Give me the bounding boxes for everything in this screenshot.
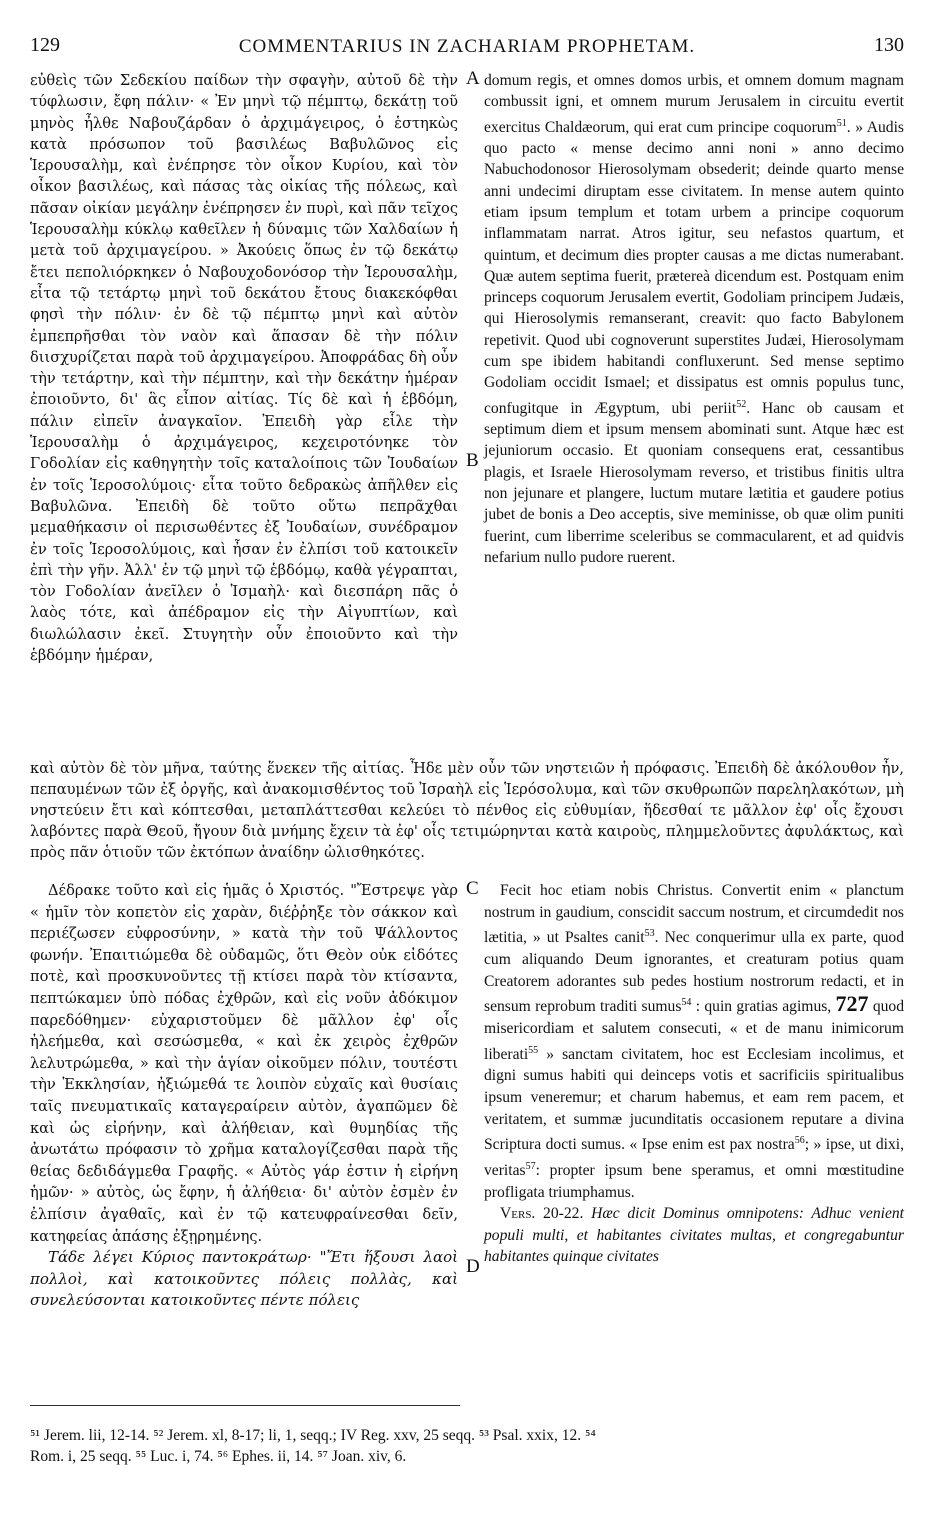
page-header: [30, 34, 904, 64]
latin-text-c-part5: » sanctam civitatem, hoc est Ecclesiam incolimus, et digni sumus habiti qui deinceps votis et sacrificiis spiritualibus ipsum veneremur; et charum habemus, et eam rem pacem, et veritatem, et summæ jucunditatis occasionem reputare a divina Scriptura docti sumus. « Ipse enim est pax nostra: [484, 1045, 904, 1154]
latin-column-section-c: [484, 880, 904, 1268]
running-title: COMMENTARIUS IN ZACHARIAM PROPHETAM.: [238, 36, 696, 57]
latin-text-c-part7: : propter ipsum bene speramus, et omni mœstitudine profligata triumphamus.: [484, 1162, 904, 1201]
latin-text-c-part3: : quin gratias agimus,: [695, 998, 832, 1016]
latin-verse-text: Hæc dicit Dominus omnipotens: Adhuc venient populi multi, et habitantes civitates multas, et congregabuntur habitantes quinque civitates: [484, 1205, 904, 1266]
latin-text-a: [484, 70, 904, 568]
latin-text-c: [484, 880, 904, 1203]
footnote-line-1: ⁵¹ Jerem. lii, 12-14. ⁵² Jerem. xl, 8-17; li, 1, seqq.; IV Reg. xxv, 25 seqq. ⁵³ Psal. xxix, 12. ⁵⁴: [30, 1427, 596, 1444]
footnote-ref-56: 56: [794, 1135, 805, 1147]
latin-text-c-part1: Fecit hoc etiam nobis Christus. Convertit enim « planctum nostrum in gaudium, conscidit saccum nostrum, et circumdedit nos lætitia, » ut Psaltes canit: [484, 882, 904, 947]
footnote-ref-52: 52: [736, 398, 747, 410]
footnote-line-2: Rom. i, 25 seqq. ⁵⁵ Luc. i, 74. ⁵⁶ Ephes. ii, 14. ⁵⁷ Joan. xiv, 6.: [30, 1448, 407, 1465]
greek-verse-text: Τάδε λέγει Κύριος παντοκράτωρ· "Ἔτι ἥξουσι λαοὶ πολλοὶ, καὶ κατοικοῦντες πόλεις πολλὰς, καὶ συνελεύσονται κατοικοῦντες πέντε πόλεις: [30, 1248, 458, 1310]
latin-column-section-a: [484, 70, 904, 568]
margin-letter-a: A: [466, 68, 480, 89]
greek-text-c: Δέδρακε τοῦτο καὶ εἰς ἡμᾶς ὁ Χριστός. "Ἔστρεψε γὰρ « ἡμῖν τὸν κοπετὸν εἰς χαρὰν, διέῤῥηξε τὸν σάκκον καὶ περιέζωσεν εὐφροσύνην, » κατὰ τὴν τοῦ Ψάλλοντος φωνήν. Ἐπαιτιώμεθα δὲ οὐδαμῶς, ὅτι Θεὸν οὐκ εἰδότες ποτὲ, καὶ προσκυνοῦντες τῇ κτίσει παρὰ τὸν κτίσαντα, πεπτώκαμεν ὑπὸ πόδας ἐχθρῶν, καὶ εἰς νοῦν ἀδόκιμον παρεδόθημεν· εὐχαριστοῦμεν δὲ μᾶλλον ἐφ' οἷς ἠλεήμεθα, καὶ σεσώσμεθα, « καὶ ἐκ χειρὸς ἐχθρῶν λελυτρώμεθα, » καὶ τὴν ἁγίαν οἰκοῦμεν πόλιν, τουτέστι τὴν Ἐκκλησίαν, ἠξιώμεθά τε λοιπὸν εὐχαῖς καὶ θυσίαις ταῖς πνευματικαῖς καταγεραίρειν αὐτὸν, ἀγαπῶμεν δὲ καὶ ὡς εἰρήνην, καὶ ἀλήθειαν, καὶ θυμηδίας τῆς ἀνωτάτω πρόφασιν τὸ χρῆμα καταλογίζεσθαι παρὰ τῆς θείας δεδιδάγμεθα Γραφῆς. « Αὐτὸς γάρ ἐστιν ἡ εἰρήνη ἡμῶν· » αὐτὸς, ὡς ἔφην, ἡ ἀλήθεια· δι' αὐτὸν ἐσμὲν ἐν ἐλπίσιν ἀγαθαῖς, καὶ ἐν τῷ κατευφραίνεσθαι δεῖν, κατηφείας ἁπάσης ἐξῃρημένης.: [30, 882, 458, 1245]
greek-column-section-c: [30, 880, 458, 1312]
latin-text-a-part2: . » Audis quo pacto « mense decimo anni noni » anno decimo Nabuchodonosor Hierosolymam obsederit; deinde quarto mense anni undecimi diruptam esse civitatem. In mense autem quinto etiam ipsum templum et totam urbem a principe coquorum inflammatam narrat. Atros igitur, seu nefastos quartum, et quintum, et decimum dies propter causas a me dictas numerabant. Quæ autem septima fuerit, prætereà dicendum est. Postquam enim princeps coquorum Jerusalem evertit, Godoliam principem Judæis, qui Hierosolymis remanserant, creavit: quo facto Babylonem repetivit. Quod ubi cognoverunt superstites Judæi, Hierosolymam cum spe ibidem habitandi confluxerunt. Sed mense septimo Godoliam occidit Ismael; et dissipatus est omnis populus tunc, confugitque in Ægyptum, ubi periit: [484, 118, 904, 417]
column-number-727: 727: [835, 991, 869, 1017]
latin-text-a-part3: . Hanc ob causam et septimum diem et ipsum mensem abominati sunt. Atque hæc est jejuniorum occasio. Et quoniam consequens erat, cessantibus plagis, et Israele Hierosolymam reverso, et tristibus finitis ultra non jejunare et plangere, luctum mutare lætitia et gaudere potius jubet de bonis a Deo acceptis, sive meminisse, ob quæ olim puniti fuerint, cum liberrime sceleribus se commacularent, et ad quidvis nefarium nullo pudore ruerent.: [484, 399, 905, 566]
margin-letter-d: D: [466, 1256, 480, 1277]
footnote-rule: [30, 1405, 460, 1406]
margin-letter-b: B: [466, 450, 479, 471]
greek-full-width-paragraph: καὶ αὐτὸν δὲ τὸν μῆνα, ταύτης ἕνεκεν τῆς αἰτίας. Ἦδε μὲν οὖν τῶν νηστειῶν ἡ πρόφασις. Ἐπειδὴ δὲ ἀκόλουθον ἦν, πεπαυμένων τῶν ἐξ ὀργῆς, καὶ ἀνακομισθέντος τοῦ Ἰσραὴλ εἰς Ἱερόσολυμα, καὶ τῶν σκυθρωπῶν παρεληλακότων, μὴ νηστεύειν ἔτι καὶ κόπτεσθαι, μεταπλάττεσθαι κελεύει τὸ πένθος εἰς εὐθυμίαν, ἥδεσθαί τε μᾶλλον ἐφ' οἷς ἔχουσι λαβόντες παρὰ Θεοῦ, ἤγουν διὰ μνήμης ἔχειν τὰ ἐφ' οἷς τετιμώρηνται κατὰ καιροὺς, πλημμελοῦντες ἀφυλάκτως, καὶ πρὸς πᾶν ὁτιοῦν τῶν ἐκτόπων ἀναίδην ὠλισθηκότες.: [30, 760, 904, 861]
page-number-right: 130: [874, 34, 904, 56]
verse-label: Vers. 20-22.: [500, 1205, 584, 1223]
latin-text-c-part2: . Nec conquerimur ulla ex parte, quod cum aliquando Deum ignorantes, et creaturam potius quam Creatorem adorantes sub pedes hostium nostrorum redacti, et in sensum reprobum traditi sumus: [484, 929, 905, 1016]
margin-letter-c: C: [466, 878, 479, 899]
greek-text-a: εὐθεὶς τῶν Σεδεκίου παίδων τὴν σφαγὴν, αὐτοῦ δὲ τὴν τύφλωσιν, ἔφη πάλιν· « Ἐν μηνὶ τῷ πέμπτῳ, δεκάτῃ τοῦ μηνὸς ἦλθε Ναβουζάρδαν ὁ ἀρχιμάγειρος, ὁ ἑστηκὼς κατὰ πρόσωπον τοῦ βασιλέως Βαβυλῶνος εἰς Ἱερουσαλὴμ, καὶ ἐνέπρησε τὸν οἶκον Κυρίου, καὶ τὸν οἶκον βασιλέως, καὶ πάσας τὰς οἰκίας τῆς πόλεως, καὶ πᾶσαν οἰκίαν μεγάλην ἐνέπρησεν ἐν πυρὶ, καὶ πᾶν τεῖχος Ἱερουσαλὴμ κύκλῳ καθεῖλεν ἡ δύναμις τῶν Χαλδαίων ἡ μετὰ τοῦ ἀρχιμαγείρου. » Ἀκούεις ὅπως ἐν τῷ δεκάτῳ ἔτει πεπολιόρκηκεν ὁ Ναβουχοδονόσορ τὴν Ἱερουσαλὴμ, εἶτα τῷ τετάρτῳ μηνὶ τοῦ δεκάτου ἔτους διακεκόφθαι φησὶ τὴν πόλιν· ἐν δὲ τῷ πέμπτῳ μηνὶ καὶ αὐτὸν ἐμπεπρῆσθαι τὸν ναὸν καὶ ἅπασαν δὲ τὴν πόλιν διισχυρίζεται παρὰ τοῦ ἀρχιμαγείρου. Ἀποφράδας δὴ οὖν τὴν τετάρτην, καὶ τὴν πέμπτην, καὶ τὴν δεκάτην ἡμέραν ἐποιοῦντο, δι' ἃς εἶπον αἰτίας. Τίς δὲ καὶ ἡ ἑβδόμη, πάλιν εἰπεῖν ἀναγκαῖον. Ἐπειδὴ γὰρ εἷλε τὴν Ἱερουσαλὴμ ὁ ἀρχιμάγειρος, κεχειροτόνηκε τὸν Γοδολίαν εἰς καθηγητὴν τοῖς καταλοίποις τῶν Ἰουδαίων ἐν τοῖς Ἱεροσολύμοις· εἶτα τοῦτο δεδρακὼς ἀπῆλθεν εἰς Βαβυλῶνα. Ἐπειδὴ δὲ τοῦτο οὕτω πεπρᾶχθαι μεμαθήκασιν οἱ περισωθέντες ἐξ Ἰουδαίων, συνέδραμον ἐν τοῖς Ἱεροσολύμοις, καὶ ἦσαν ἐν ἐλπίσι τοῦ κατοικεῖν ἐπὶ τὴν γῆν. Ἀλλ' ἐν τῷ μηνὶ τῷ ἑβδόμῳ, καθὰ γέγραπται, τὸν Γοδολίαν ἀνεῖλεν ὁ Ἰσμαὴλ· καὶ διεσπάρη πᾶς ὁ λαὸς τότε, καὶ ἀπέδραμον εἰς τὴν Αἰγυπτίων, καὶ διωλώλασιν ἐκεῖ. Στυγητὴν οὖν ἐποιοῦντο καὶ τὴν ἑβδόμην ἡμέραν,: [30, 72, 458, 665]
page-number-left: 129: [30, 34, 60, 56]
latin-verse-paragraph: [484, 1203, 904, 1268]
footnote-ref-53: 53: [644, 928, 655, 940]
footnote-ref-51: 51: [836, 117, 847, 129]
footnotes: [30, 1425, 904, 1467]
footnote-ref-55: 55: [528, 1044, 539, 1056]
latin-text-c-part4: quod misericordiam et salutem consecuti, « et de manu inimicorum liberati: [484, 998, 905, 1063]
greek-column-section-a: [30, 70, 458, 666]
footnote-ref-54: 54: [681, 997, 692, 1009]
latin-text-a-part1: domum regis, et omnes domos urbis, et omnem domum magnam combussit igni, et omnem murum Jerusalem in circuitu evertit exercitus Chaldæorum, qui erat cum principe coquorum: [484, 72, 904, 136]
latin-text-c-part6: ; » ipse, ut dixi, veritas: [484, 1136, 905, 1180]
footnote-ref-57: 57: [525, 1160, 536, 1172]
